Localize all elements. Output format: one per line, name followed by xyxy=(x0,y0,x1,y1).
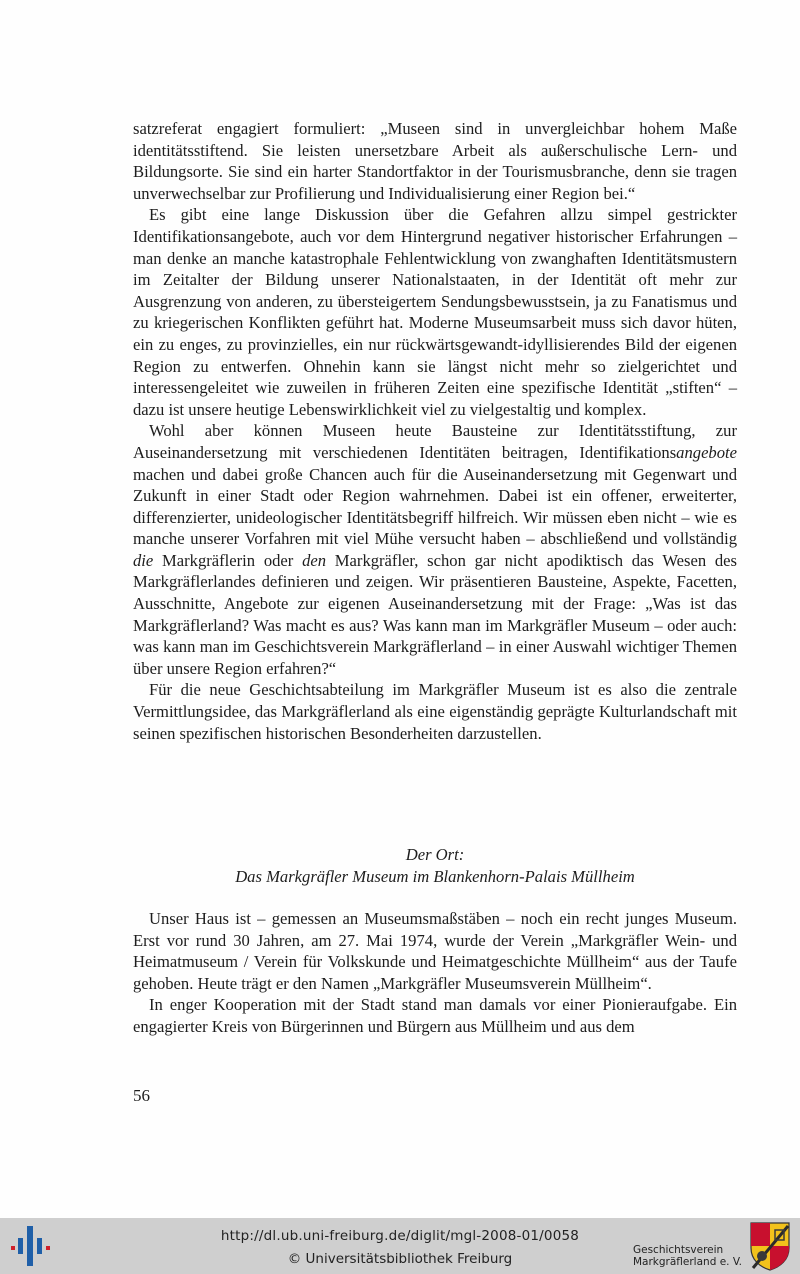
section-heading-line2: Das Markgräfler Museum im Blankenhorn-Palais Müllheim xyxy=(235,867,635,886)
copyright-text: © Universitätsbibliothek Freiburg xyxy=(287,1251,513,1267)
section-heading-line1: Der Ort: xyxy=(405,845,465,864)
italic-run: den xyxy=(302,550,327,570)
text-run: machen und dabei große Chancen auch für die Auseinandersetzung mit Gegenwart und Zukunft in einer Stadt oder Region wahrnehmen. Dabei ist ein offener, erweiterter, differenzierter, unideologischer Identitätsbegriff hilfreich. Wir müssen eben nicht – wie es manche unserer Vorfahren mit viel Mühe versucht haben – abschließend und vollständig xyxy=(133,464,737,549)
paragraph: Unser Haus ist – gemessen an Museumsmaßstäben – noch ein recht junges Museum. Erst vor rund 30 Jahren, am 27. Mai 1974, wurde der Verein „Markgräfler Wein- und Heimatmuseum / Verein für Volkskunde und Heimatgeschichte Müllheim“ aus der Taufe gehoben. Heute trägt er den Namen „Markgräfler Museumsverein Müllheim“. xyxy=(133,909,737,993)
italic-run: die xyxy=(133,550,154,570)
coat-of-arms-icon xyxy=(748,1220,792,1272)
italic-run: angebote xyxy=(676,442,737,462)
paragraph xyxy=(133,420,737,679)
org-name-line2: Markgräflerland e. V. xyxy=(632,1256,742,1268)
paragraph: Für die neue Geschichtsabteilung im Markgräfler Museum ist es also die zentrale Vermittlungsidee, das Markgräflerland als eine eigenständig geprägte Kulturlandschaft mit seinen spezifischen historischen Besonderheiten darzustellen. xyxy=(133,680,737,743)
section-heading xyxy=(133,844,737,888)
body-text-upper xyxy=(133,118,737,744)
body-text-lower xyxy=(133,908,737,1038)
text-run: Wohl aber können Museen heute Bausteine zur Identitätsstiftung, zur Auseinandersetzung mit verschiedenen Identitäten beitragen, Identifikations xyxy=(133,421,737,462)
text-run: Markgräflerin oder xyxy=(153,550,303,570)
paragraph: In enger Kooperation mit der Stadt stand man damals vor einer Pionieraufgabe. Ein engagierter Kreis von Bürgerinnen und Bürgern aus Müllheim und aus dem xyxy=(133,995,737,1036)
paragraph: Es gibt eine lange Diskussion über die Gefahren allzu simpel gestrickter Identifikationsangebote, auch vor dem Hintergrund negativer historischer Erfahrungen – man denke an manche katastrophale Fehlentwicklung von zwanghaften Identitätsmustern im Zeitalter der Bildung unserer Nationalstaaten, in der Identität oft mehr zur Ausgrenzung von anderen, zu übersteigertem Sendungsbewusstsein, ja zu Fanatismus und zu kriegerischen Konflikten geführt hat. Moderne Museumsarbeit muss sich davor hüten, ein zu enges, zu provinzielles, ein nur rückwärtsgewandt-idyllisierendes Bild der eigenen Region zu entwerfen. Ohnehin kann sie längst nicht mehr so zielgerichtet und interessengeleitet wie zuweilen in früheren Zeiten eine spezifische Identität „stiften“ – dazu ist unsere heutige Lebenswirklichkeit viel zu vielgestaltig und komplex. xyxy=(133,205,737,419)
text-run: Markgräfler, schon gar nicht apodiktisch das Wesen des Markgräflerlandes definieren und zeigen. Wir präsentieren Bausteine, Aspekte, Facetten, Ausschnitte, Angebote zur eigenen Auseinandersetzung mit der Frage: „Was ist das Markgräflerland? Was macht es aus? Was kann man im Markgräfler Museum – oder auch: was kann man im Geschichtsverein Markgräflerland – in einer Auswahl wichtiger Themen über unsere Region erfahren?“ xyxy=(133,550,737,678)
paragraph: satzreferat engagiert formuliert: „Museen sind in unvergleichbar hohem Maße identitätsstiftend. Sie leisten unersetzbare Arbeit als außerschulische Lern- und Bildungsorte. Sie sind ein harter Standortfaktor in der Tourismusbranche, denn sie tragen unverwechselbar zur Profilierung und Individualisierung einer Region bei.“ xyxy=(133,119,737,203)
org-name-line1: Geschichtsverein xyxy=(632,1244,724,1256)
page-number: 56 xyxy=(133,1086,150,1105)
org-name xyxy=(633,1244,742,1268)
source-url-link[interactable]: http://dl.ub.uni-freiburg.de/diglit/mgl-2008-01/0058 xyxy=(220,1228,580,1244)
footer-bar xyxy=(0,1218,800,1274)
